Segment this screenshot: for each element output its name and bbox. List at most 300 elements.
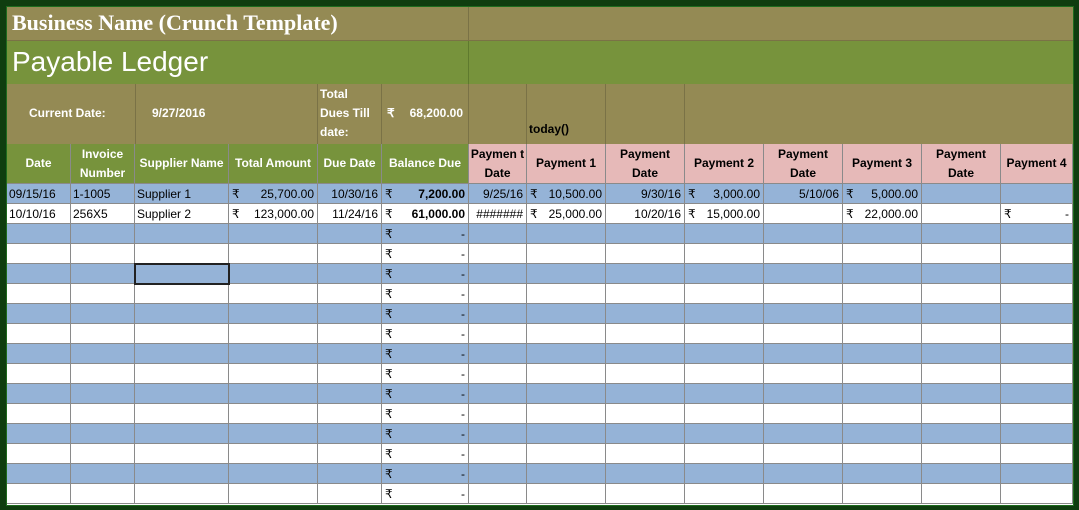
cell-r4-payment2[interactable] — [685, 244, 764, 264]
cell-r9-date[interactable] — [7, 344, 71, 364]
cell-r13-pay-date1[interactable] — [469, 424, 527, 444]
cell-r2-payment1[interactable] — [527, 204, 606, 224]
payment1-value: 10,500.00 — [548, 186, 602, 201]
cell-r4-payment1[interactable] — [527, 244, 606, 264]
cell-r3-pay-date2[interactable] — [606, 224, 685, 244]
cell-r15-payment1[interactable] — [527, 464, 606, 484]
cell-r7-supplier[interactable] — [135, 304, 229, 324]
cell-r1-date[interactable] — [7, 184, 71, 204]
currency-symbol: ₹ — [385, 446, 393, 461]
cell-r11-pay-date3[interactable] — [764, 384, 843, 404]
cell-r16-payment1[interactable] — [527, 484, 606, 504]
balance-due-dash: - — [461, 366, 465, 381]
invoice-value: 256X5 — [73, 206, 108, 221]
cell-r1-supplier[interactable] — [135, 184, 229, 204]
cell-r1-payment1[interactable] — [527, 184, 606, 204]
currency-symbol: ₹ — [385, 306, 393, 321]
payment2-value: 3,000.00 — [713, 186, 760, 201]
cell-r15-total-amount[interactable] — [229, 464, 318, 484]
balance-due-dash: - — [461, 346, 465, 361]
subtitle-bar — [7, 41, 469, 84]
cell-r7-invoice[interactable] — [71, 304, 135, 324]
cell-r12-payment3[interactable] — [843, 404, 922, 424]
cell-r6-payment3[interactable] — [843, 284, 922, 304]
cell-r12-balance-due[interactable] — [382, 404, 469, 424]
cell-r12-payment2[interactable] — [685, 404, 764, 424]
cell-r9-payment2[interactable] — [685, 344, 764, 364]
cell-r7-pay-date3[interactable] — [764, 304, 843, 324]
cell-r4-pay-date4[interactable] — [922, 244, 1001, 264]
cell-r3-invoice[interactable] — [71, 224, 135, 244]
column-header-9[interactable]: Payment Date — [606, 144, 685, 184]
column-header-13[interactable]: Payment Date — [922, 144, 1001, 184]
cell-r16-invoice[interactable] — [71, 484, 135, 504]
cell-r1-pay-date3[interactable] — [764, 184, 843, 204]
cell-r16-pay-date3[interactable] — [764, 484, 843, 504]
cell-r15-payment4[interactable] — [1001, 464, 1073, 484]
cell-r10-pay-date3[interactable] — [764, 364, 843, 384]
balance-due-dash: - — [461, 286, 465, 301]
cell-r10-invoice[interactable] — [71, 364, 135, 384]
cell-r5-payment3[interactable] — [843, 264, 922, 284]
title-bar — [7, 7, 469, 41]
cell-r13-payment2[interactable] — [685, 424, 764, 444]
cell-r11-invoice[interactable] — [71, 384, 135, 404]
cell-r3-date[interactable] — [7, 224, 71, 244]
cell-r5-payment2[interactable] — [685, 264, 764, 284]
total-dues-label: Total Dues Till date: — [320, 87, 370, 139]
cell-r16-payment2[interactable] — [685, 484, 764, 504]
cell-r3-total-amount[interactable] — [229, 224, 318, 244]
ledger-title: Payable Ledger — [12, 46, 209, 77]
cell-r13-date[interactable] — [7, 424, 71, 444]
cell-r11-pay-date2[interactable] — [606, 384, 685, 404]
cell-r10-pay-date2[interactable] — [606, 364, 685, 384]
cell-r14-pay-date1[interactable] — [469, 444, 527, 464]
currency-symbol: ₹ — [530, 206, 538, 221]
payment4-value: - — [1065, 206, 1069, 221]
payment3-value: 22,000.00 — [864, 206, 918, 221]
column-header-6[interactable]: Balance Due — [382, 144, 469, 184]
cell-r6-date[interactable] — [7, 284, 71, 304]
cell-r7-payment4[interactable] — [1001, 304, 1073, 324]
cell-r4-total-amount[interactable] — [229, 244, 318, 264]
cell-r2-due-date[interactable] — [318, 204, 382, 224]
cell-r8-balance-due[interactable] — [382, 324, 469, 344]
cell-r16-date[interactable] — [7, 484, 71, 504]
cell-r4-payment4[interactable] — [1001, 244, 1073, 264]
cell-r2-date[interactable] — [7, 204, 71, 224]
cell-r13-pay-date2[interactable] — [606, 424, 685, 444]
total-amount-value: 123,000.00 — [253, 206, 314, 221]
payment1-value: 25,000.00 — [548, 206, 602, 221]
currency-symbol: ₹ — [385, 426, 393, 441]
cell-r11-payment4[interactable] — [1001, 384, 1073, 404]
info-empty-cell[interactable] — [606, 84, 685, 144]
column-header-8[interactable]: Payment 1 — [527, 144, 606, 184]
cell-r2-total-amount[interactable] — [229, 204, 318, 224]
info-empty-cell[interactable] — [469, 84, 527, 144]
cell-r8-invoice[interactable] — [71, 324, 135, 344]
cell-r9-invoice[interactable] — [71, 344, 135, 364]
cell-r5-date[interactable] — [7, 264, 71, 284]
title-bar-filler — [469, 7, 1073, 41]
cell-r15-pay-date4[interactable] — [922, 464, 1001, 484]
cell-r13-payment4[interactable] — [1001, 424, 1073, 444]
cell-r5-pay-date1[interactable] — [469, 264, 527, 284]
cell-r4-due-date[interactable] — [318, 244, 382, 264]
cell-r4-balance-due[interactable] — [382, 244, 469, 264]
cell-r5-due-date[interactable] — [318, 264, 382, 284]
cell-r12-pay-date1[interactable] — [469, 404, 527, 424]
cell-r15-pay-date1[interactable] — [469, 464, 527, 484]
balance-due-dash: - — [461, 406, 465, 421]
cell-r4-pay-date2[interactable] — [606, 244, 685, 264]
cell-r11-payment3[interactable] — [843, 384, 922, 404]
cell-r12-supplier[interactable] — [135, 404, 229, 424]
cell-r5-total-amount[interactable] — [229, 264, 318, 284]
cell-r16-total-amount[interactable] — [229, 484, 318, 504]
currency-symbol: ₹ — [232, 206, 240, 221]
cell-r6-due-date[interactable] — [318, 284, 382, 304]
cell-r11-total-amount[interactable] — [229, 384, 318, 404]
cell-r16-payment3[interactable] — [843, 484, 922, 504]
cell-r11-payment1[interactable] — [527, 384, 606, 404]
cell-r1-payment3[interactable] — [843, 184, 922, 204]
cell-r1-balance-due[interactable] — [382, 184, 469, 204]
cell-r7-total-amount[interactable] — [229, 304, 318, 324]
cell-r14-payment4[interactable] — [1001, 444, 1073, 464]
current-date-label-cell[interactable] — [7, 84, 136, 144]
pay-date2-value: 9/30/16 — [640, 186, 681, 201]
cell-r2-pay-date4[interactable] — [922, 204, 1001, 224]
cell-r4-pay-date1[interactable] — [469, 244, 527, 264]
cell-r14-balance-due[interactable] — [382, 444, 469, 464]
column-header-12[interactable]: Payment 3 — [843, 144, 922, 184]
supplier-value: Supplier 2 — [137, 206, 192, 221]
cell-r14-date[interactable] — [7, 444, 71, 464]
cell-r2-payment4[interactable] — [1001, 204, 1073, 224]
cell-r16-pay-date1[interactable] — [469, 484, 527, 504]
currency-symbol: ₹ — [385, 286, 393, 301]
cell-r13-payment1[interactable] — [527, 424, 606, 444]
cell-r10-total-amount[interactable] — [229, 364, 318, 384]
cell-r11-payment2[interactable] — [685, 384, 764, 404]
cell-r6-pay-date3[interactable] — [764, 284, 843, 304]
cell-r15-supplier[interactable] — [135, 464, 229, 484]
cell-r11-date[interactable] — [7, 384, 71, 404]
cell-r16-due-date[interactable] — [318, 484, 382, 504]
cell-r12-pay-date4[interactable] — [922, 404, 1001, 424]
cell-r3-payment1[interactable] — [527, 224, 606, 244]
cell-r10-payment4[interactable] — [1001, 364, 1073, 384]
cell-r2-pay-date3[interactable] — [764, 204, 843, 224]
balance-due-value: 7,200.00 — [418, 186, 465, 201]
cell-r3-pay-date4[interactable] — [922, 224, 1001, 244]
cell-r15-payment2[interactable] — [685, 464, 764, 484]
cell-r8-payment4[interactable] — [1001, 324, 1073, 344]
cell-r10-balance-due[interactable] — [382, 364, 469, 384]
currency-symbol: ₹ — [385, 486, 393, 501]
cell-r8-payment2[interactable] — [685, 324, 764, 344]
currency-symbol: ₹ — [385, 246, 393, 261]
cell-r1-pay-date4[interactable] — [922, 184, 1001, 204]
cell-r14-payment2[interactable] — [685, 444, 764, 464]
cell-r15-invoice[interactable] — [71, 464, 135, 484]
cell-r5-pay-date4[interactable] — [922, 264, 1001, 284]
currency-symbol: ₹ — [385, 226, 393, 241]
cell-r6-invoice[interactable] — [71, 284, 135, 304]
cell-r5-pay-date3[interactable] — [764, 264, 843, 284]
cell-r15-pay-date2[interactable] — [606, 464, 685, 484]
cell-r5-supplier[interactable] — [135, 264, 229, 284]
cell-r13-invoice[interactable] — [71, 424, 135, 444]
cell-r13-pay-date4[interactable] — [922, 424, 1001, 444]
cell-r10-payment2[interactable] — [685, 364, 764, 384]
cell-r7-pay-date4[interactable] — [922, 304, 1001, 324]
info-empty-cell[interactable] — [685, 84, 1073, 144]
cell-r1-pay-date1[interactable] — [469, 184, 527, 204]
cell-r3-payment3[interactable] — [843, 224, 922, 244]
column-header-1[interactable]: Date — [7, 144, 71, 184]
invoice-value: 1-1005 — [73, 186, 111, 201]
cell-r6-payment4[interactable] — [1001, 284, 1073, 304]
cell-r1-pay-date2[interactable] — [606, 184, 685, 204]
cell-r12-invoice[interactable] — [71, 404, 135, 424]
cell-r9-total-amount[interactable] — [229, 344, 318, 364]
cell-r2-payment3[interactable] — [843, 204, 922, 224]
column-header-11[interactable]: Payment Date — [764, 144, 843, 184]
column-header-3[interactable]: Supplier Name — [135, 144, 229, 184]
cell-r10-supplier[interactable] — [135, 364, 229, 384]
cell-r14-invoice[interactable] — [71, 444, 135, 464]
cell-r16-supplier[interactable] — [135, 484, 229, 504]
cell-r2-supplier[interactable] — [135, 204, 229, 224]
cell-r7-balance-due[interactable] — [382, 304, 469, 324]
currency-symbol: ₹ — [385, 346, 393, 361]
cell-r5-payment4[interactable] — [1001, 264, 1073, 284]
cell-r10-pay-date1[interactable] — [469, 364, 527, 384]
cell-r8-supplier[interactable] — [135, 324, 229, 344]
cell-r2-pay-date2[interactable] — [606, 204, 685, 224]
payment3-value: 5,000.00 — [871, 186, 918, 201]
cell-r9-supplier[interactable] — [135, 344, 229, 364]
cell-r13-total-amount[interactable] — [229, 424, 318, 444]
cell-r8-date[interactable] — [7, 324, 71, 344]
cell-r8-total-amount[interactable] — [229, 324, 318, 344]
currency-symbol: ₹ — [232, 186, 240, 201]
cell-r8-payment3[interactable] — [843, 324, 922, 344]
cell-r6-payment2[interactable] — [685, 284, 764, 304]
cell-r10-payment3[interactable] — [843, 364, 922, 384]
current-date-label: Current Date: — [29, 106, 106, 120]
cell-r1-invoice[interactable] — [71, 184, 135, 204]
cell-r9-payment3[interactable] — [843, 344, 922, 364]
cell-r11-pay-date1[interactable] — [469, 384, 527, 404]
cell-r13-balance-due[interactable] — [382, 424, 469, 444]
date-value: 10/10/16 — [9, 206, 56, 221]
total-dues-currency: ₹ — [387, 106, 395, 120]
spreadsheet[interactable] — [6, 6, 1074, 506]
balance-due-dash: - — [461, 426, 465, 441]
cell-r9-pay-date3[interactable] — [764, 344, 843, 364]
today-formula-cell[interactable] — [527, 84, 606, 144]
cell-r8-pay-date2[interactable] — [606, 324, 685, 344]
cell-r15-date[interactable] — [7, 464, 71, 484]
cell-r9-balance-due[interactable] — [382, 344, 469, 364]
cell-r5-invoice[interactable] — [71, 264, 135, 284]
cell-r8-pay-date4[interactable] — [922, 324, 1001, 344]
cell-r6-total-amount[interactable] — [229, 284, 318, 304]
cell-r14-supplier[interactable] — [135, 444, 229, 464]
due-date-value: 10/30/16 — [331, 186, 378, 201]
cell-r14-pay-date3[interactable] — [764, 444, 843, 464]
cell-r7-date[interactable] — [7, 304, 71, 324]
currency-symbol: ₹ — [385, 406, 393, 421]
cell-r12-pay-date2[interactable] — [606, 404, 685, 424]
cell-r2-payment2[interactable] — [685, 204, 764, 224]
pay-date2-value: 10/20/16 — [634, 206, 681, 221]
current-date-value: 9/27/2016 — [152, 106, 206, 120]
cell-r14-due-date[interactable] — [318, 444, 382, 464]
cell-r14-total-amount[interactable] — [229, 444, 318, 464]
column-header-5[interactable]: Due Date — [318, 144, 382, 184]
cell-r6-pay-date4[interactable] — [922, 284, 1001, 304]
cell-r8-due-date[interactable] — [318, 324, 382, 344]
cell-r9-pay-date2[interactable] — [606, 344, 685, 364]
cell-r6-supplier[interactable] — [135, 284, 229, 304]
cell-r9-payment1[interactable] — [527, 344, 606, 364]
cell-r7-due-date[interactable] — [318, 304, 382, 324]
total-dues-value: 68,200.00 — [409, 106, 463, 120]
cell-r15-payment3[interactable] — [843, 464, 922, 484]
cell-r4-invoice[interactable] — [71, 244, 135, 264]
cell-r11-balance-due[interactable] — [382, 384, 469, 404]
cell-r16-payment4[interactable] — [1001, 484, 1073, 504]
cell-r12-payment4[interactable] — [1001, 404, 1073, 424]
cell-r14-pay-date2[interactable] — [606, 444, 685, 464]
cell-r1-payment2[interactable] — [685, 184, 764, 204]
currency-symbol: ₹ — [385, 366, 393, 381]
cell-r11-due-date[interactable] — [318, 384, 382, 404]
cell-r10-payment1[interactable] — [527, 364, 606, 384]
cell-r3-payment4[interactable] — [1001, 224, 1073, 244]
cell-r5-pay-date2[interactable] — [606, 264, 685, 284]
balance-due-dash: - — [461, 446, 465, 461]
cell-r16-pay-date4[interactable] — [922, 484, 1001, 504]
cell-r16-balance-due[interactable] — [382, 484, 469, 504]
cell-r7-pay-date1[interactable] — [469, 304, 527, 324]
cell-r10-date[interactable] — [7, 364, 71, 384]
cell-r7-payment2[interactable] — [685, 304, 764, 324]
cell-r6-pay-date1[interactable] — [469, 284, 527, 304]
cell-r10-pay-date4[interactable] — [922, 364, 1001, 384]
cell-r12-due-date[interactable] — [318, 404, 382, 424]
cell-r14-payment3[interactable] — [843, 444, 922, 464]
cell-r7-pay-date2[interactable] — [606, 304, 685, 324]
cell-r9-payment4[interactable] — [1001, 344, 1073, 364]
column-header-14[interactable]: Payment 4 — [1001, 144, 1073, 184]
cell-r6-payment1[interactable] — [527, 284, 606, 304]
cell-r4-supplier[interactable] — [135, 244, 229, 264]
currency-symbol: ₹ — [846, 206, 854, 221]
cell-r3-due-date[interactable] — [318, 224, 382, 244]
total-amount-value: 25,700.00 — [260, 186, 314, 201]
cell-r3-supplier[interactable] — [135, 224, 229, 244]
cell-r14-pay-date4[interactable] — [922, 444, 1001, 464]
cell-r6-pay-date2[interactable] — [606, 284, 685, 304]
cell-r14-payment1[interactable] — [527, 444, 606, 464]
total-dues-label-cell[interactable] — [318, 84, 382, 144]
cell-r10-due-date[interactable] — [318, 364, 382, 384]
cell-r11-pay-date4[interactable] — [922, 384, 1001, 404]
cell-r3-pay-date3[interactable] — [764, 224, 843, 244]
column-header-4[interactable]: Total Amount — [229, 144, 318, 184]
current-date-value-cell[interactable] — [136, 84, 318, 144]
cell-r13-supplier[interactable] — [135, 424, 229, 444]
cell-r9-due-date[interactable] — [318, 344, 382, 364]
cell-r2-pay-date1[interactable] — [469, 204, 527, 224]
cell-r3-payment2[interactable] — [685, 224, 764, 244]
cell-r8-pay-date1[interactable] — [469, 324, 527, 344]
cell-r15-pay-date3[interactable] — [764, 464, 843, 484]
cell-r4-date[interactable] — [7, 244, 71, 264]
cell-r13-pay-date3[interactable] — [764, 424, 843, 444]
balance-due-dash: - — [461, 326, 465, 341]
cell-r2-invoice[interactable] — [71, 204, 135, 224]
currency-symbol: ₹ — [385, 186, 393, 201]
pay-date1-value: 9/25/16 — [482, 186, 523, 201]
cell-r15-balance-due[interactable] — [382, 464, 469, 484]
cell-r6-balance-due[interactable] — [382, 284, 469, 304]
cell-r5-balance-due[interactable] — [382, 264, 469, 284]
cell-r7-payment1[interactable] — [527, 304, 606, 324]
cell-r4-pay-date3[interactable] — [764, 244, 843, 264]
cell-r1-due-date[interactable] — [318, 184, 382, 204]
currency-symbol: ₹ — [385, 326, 393, 341]
column-header-10[interactable]: Payment 2 — [685, 144, 764, 184]
cell-r3-pay-date1[interactable] — [469, 224, 527, 244]
cell-r13-payment3[interactable] — [843, 424, 922, 444]
cell-r12-pay-date3[interactable] — [764, 404, 843, 424]
column-header-7[interactable]: Paymen t Date — [469, 144, 527, 184]
cell-r9-pay-date1[interactable] — [469, 344, 527, 364]
cell-r12-payment1[interactable] — [527, 404, 606, 424]
cell-r9-pay-date4[interactable] — [922, 344, 1001, 364]
pay-date3-value: 5/10/06 — [798, 186, 839, 201]
cell-r7-payment3[interactable] — [843, 304, 922, 324]
cell-r12-total-amount[interactable] — [229, 404, 318, 424]
due-date-value: 11/24/16 — [332, 206, 378, 221]
cell-r8-payment1[interactable] — [527, 324, 606, 344]
cell-r2-balance-due[interactable] — [382, 204, 469, 224]
cell-r1-total-amount[interactable] — [229, 184, 318, 204]
total-dues-value-cell[interactable] — [382, 84, 469, 144]
cell-r8-pay-date3[interactable] — [764, 324, 843, 344]
cell-r1-payment4[interactable] — [1001, 184, 1073, 204]
cell-r11-supplier[interactable] — [135, 384, 229, 404]
currency-symbol: ₹ — [385, 206, 393, 221]
cell-r16-pay-date2[interactable] — [606, 484, 685, 504]
column-header-2[interactable]: Invoice Number — [71, 144, 135, 184]
cell-r12-date[interactable] — [7, 404, 71, 424]
cell-r5-payment1[interactable] — [527, 264, 606, 284]
cell-r15-due-date[interactable] — [318, 464, 382, 484]
cell-r3-balance-due[interactable] — [382, 224, 469, 244]
cell-r13-due-date[interactable] — [318, 424, 382, 444]
pay-date1-value: ####### — [476, 206, 523, 221]
cell-r4-payment3[interactable] — [843, 244, 922, 264]
